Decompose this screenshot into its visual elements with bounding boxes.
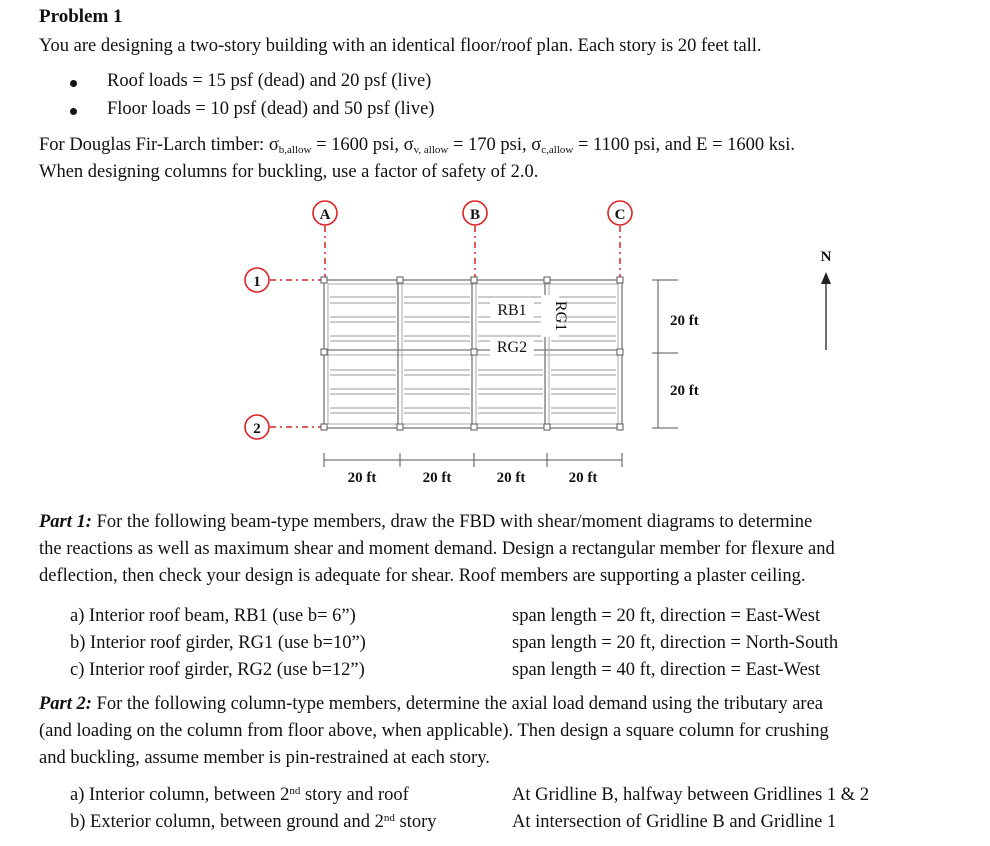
- bullet-dot: [70, 108, 77, 115]
- part1-item-b-spec: span length = 20 ft, direction = North-South: [512, 633, 839, 653]
- part1-item-c: c) Interior roof girder, RG2 (use b=12”): [70, 660, 365, 680]
- ordinal-superscript: nd: [383, 812, 395, 824]
- intro-text: You are designing a two-story building with an identical floor/roof plan. Each story is 20 feet tall.: [39, 36, 762, 56]
- part2-item-a-text: a) Interior column, between 2: [70, 785, 290, 805]
- rg2-label: RG2: [496, 339, 528, 356]
- rg1-label: RG1: [552, 300, 569, 332]
- part2-item-b-text: b) Exterior column, between ground and 2: [70, 812, 384, 832]
- gridline-1-bubble: [245, 268, 269, 292]
- part2-item-a-location: At Gridline B, halfway between Gridlines 1 & 2: [512, 785, 870, 805]
- part2-item-a: [70, 785, 409, 806]
- north-arrow-icon: [821, 272, 831, 350]
- problem-title: Problem 1: [39, 6, 123, 27]
- dim-horizontal-2: 20 ft: [422, 470, 452, 486]
- gridline-b-bubble: [463, 201, 487, 225]
- buckling-note: When designing columns for buckling, use a factor of safety of 2.0.: [39, 162, 539, 182]
- svg-text:1: 1: [253, 274, 261, 290]
- svg-text:A: A: [319, 207, 331, 223]
- horizontal-dimension-line: [324, 453, 622, 467]
- vertical-dimension-line: [652, 280, 678, 428]
- sigma-c-value: = 1100 psi, and E = 1600 ksi.: [573, 135, 795, 155]
- part1-line2: the reactions as well as maximum shear and moment demand. Design a rectangular member for flexure and: [39, 539, 835, 559]
- sigma-b-subscript: b,allow: [278, 144, 312, 156]
- part2-item-a-text-end: story and roof: [300, 785, 409, 805]
- part1-line3: deflection, then check your design is adequate for shear. Roof members are supporting a plaster ceiling.: [39, 566, 806, 586]
- part2-line3: and buckling, assume member is pin-restrained at each story.: [39, 748, 490, 768]
- dim-horizontal-3: 20 ft: [496, 470, 526, 486]
- part1-text: For the following beam-type members, draw the FBD with shear/moment diagrams to determine: [91, 512, 813, 532]
- gridline-2-bubble: [245, 415, 269, 439]
- dim-horizontal-1: 20 ft: [347, 470, 377, 486]
- part2-line1: [39, 694, 823, 715]
- part2-line2: (and loading on the column from floor above, when applicable). Then design a square column for crushing: [39, 721, 829, 741]
- part1-line1: [39, 512, 812, 533]
- rb1-label: RB1: [497, 302, 527, 319]
- svg-text:B: B: [469, 207, 481, 223]
- sigma-b-symbol: σ: [268, 135, 279, 155]
- part2-label: Part 2:: [39, 694, 92, 714]
- part1-item-a-spec: span length = 20 ft, direction = East-West: [512, 606, 821, 626]
- floor-plan-diagram: [0, 190, 990, 495]
- part1-item-a: a) Interior roof beam, RB1 (use b= 6”): [70, 606, 356, 626]
- part1-item-c-spec: span length = 40 ft, direction = East-West: [512, 660, 821, 680]
- bullet-text: Roof loads = 15 psf (dead) and 20 psf (live): [107, 71, 432, 91]
- timber-properties: [39, 135, 795, 156]
- sigma-v-symbol: σ: [403, 135, 414, 155]
- dim-horizontal-4: 20 ft: [568, 470, 598, 486]
- sigma-v-value: = 170 psi,: [448, 135, 532, 155]
- ordinal-superscript: nd: [289, 785, 301, 797]
- dim-vertical-1: 20 ft: [670, 313, 699, 329]
- sigma-c-subscript: c,allow: [541, 144, 574, 156]
- svg-text:C: C: [614, 207, 626, 223]
- part2-text: For the following column-type members, determine the axial load demand using the tributary area: [91, 694, 823, 714]
- dim-vertical-2: 20 ft: [670, 383, 699, 399]
- bullet-dot: [70, 80, 77, 87]
- timber-prefix: For Douglas Fir-Larch timber:: [39, 135, 269, 155]
- part2-item-b-text-end: story: [394, 812, 437, 832]
- svg-text:2: 2: [253, 421, 261, 437]
- part2-item-b-location: At intersection of Gridline B and Gridline 1: [512, 812, 837, 832]
- part2-item-b: [70, 812, 437, 833]
- sigma-b-value: = 1600 psi,: [311, 135, 404, 155]
- gridline-a-bubble: [313, 201, 337, 225]
- sigma-v-subscript: v, allow: [413, 144, 449, 156]
- bullet-text: Floor loads = 10 psf (dead) and 50 psf (live): [107, 99, 435, 119]
- part1-label: Part 1:: [39, 512, 92, 532]
- part1-item-b: b) Interior roof girder, RG1 (use b=10”): [70, 633, 366, 653]
- sigma-c-symbol: σ: [531, 135, 542, 155]
- gridline-c-bubble: [608, 201, 632, 225]
- north-label: N: [820, 249, 832, 265]
